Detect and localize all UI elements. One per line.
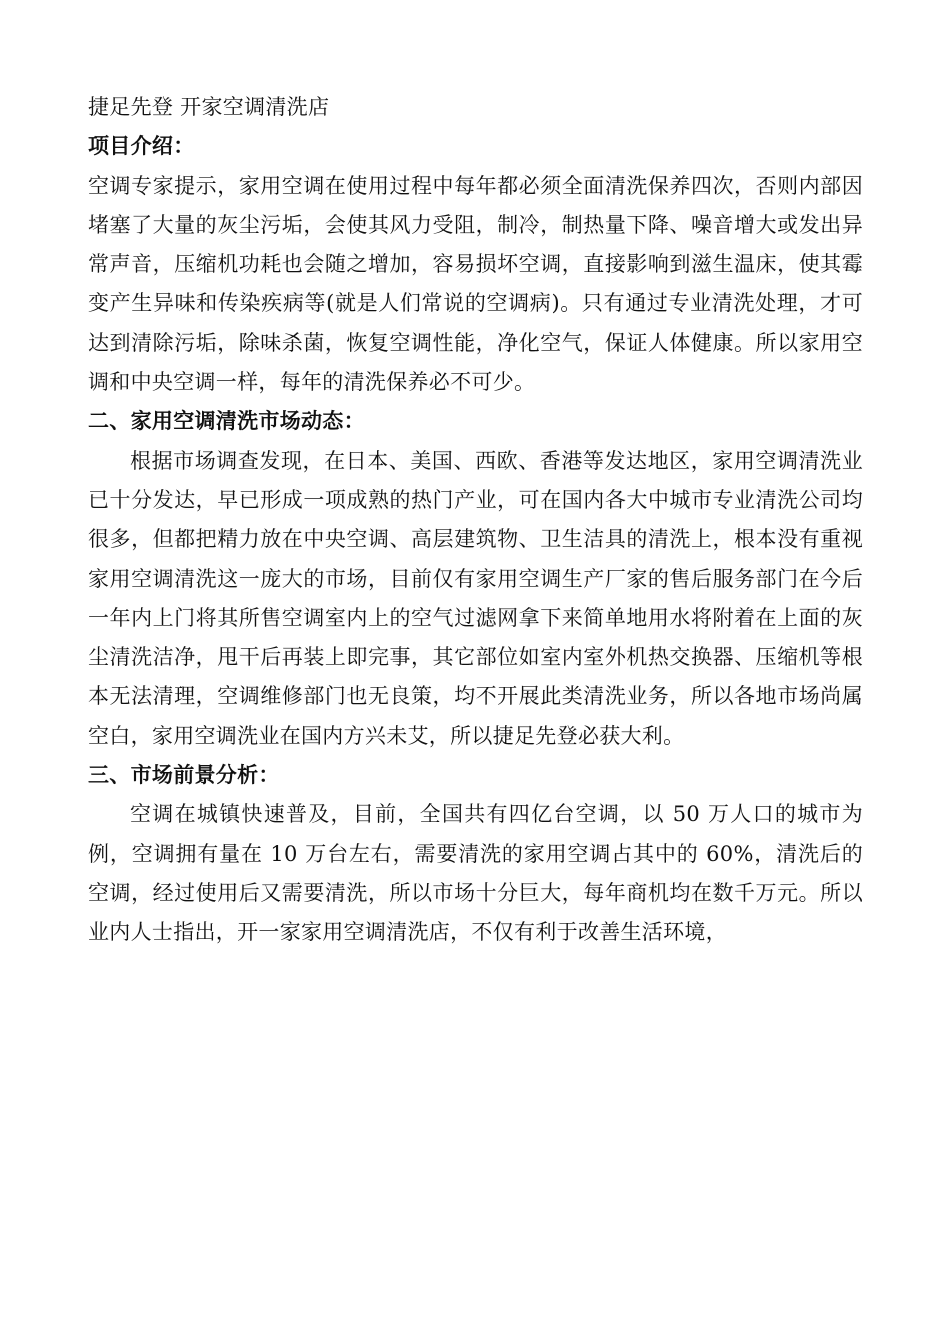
section-paragraph: 空调专家提示，家用空调在使用过程中每年都必须全面清洗保养四次，否则内部因堵塞了大量的灰尘污垢，会使其风力受阻，制冷，制热量下降、噪音增大或发出异常声音，压缩机功耗也会随之增加，容易损坏空调，直接影响到滋生温床，使其霉变产生异味和传染疾病等(就是人们常说的空调病)。只有通过专业清洗处理，才可达到清除污垢，除味杀菌，恢复空调性能，净化空气，保证人体健康。所以家用空调和中央空调一样，每年的清洗保养必不可少。 [88,173,863,395]
section-paragraph: 根据市场调查发现，在日本、美国、西欧、香港等发达地区，家用空调清洗业已十分发达，早已形成一项成熟的热门产业，可在国内各大中城市专业清洗公司均很多，但都把精力放在中央空调、高层建筑物、卫生洁具的清洗上，根本没有重视家用空调清洗这一庞大的市场，目前仅有家用空调生产厂家的售后服务部门在今后一年内上门将其所售空调室内上的空气过滤网拿下来简单地用水将附着在上面的灰尘清洗洁净，甩干后再装上即完事，其它部位如室内室外机热交换器、压缩机等根本无法清理，空调维修部门也无良策，均不开展此类清洗业务，所以各地市场尚属空白，家用空调洗业在国内方兴未艾，所以捷足先登必获大利。 [88,448,863,748]
section-heading: 项目介绍： [88,134,195,159]
section-heading: 二、家用空调清洗市场动态： [88,409,365,434]
section-heading: 三、市场前景分析： [88,763,280,788]
section-market-outlook [88,756,863,952]
section-project-intro [88,127,863,402]
document-body [88,88,863,953]
section-paragraph: 空调在城镇快速普及，目前，全国共有四亿台空调，以 50 万人口的城市为例，空调拥有量在 10 万台左右，需要清洗的家用空调占其中的 60%，清洗后的空调，经过使用后又需要清洗，所以市场十分巨大，每年商机均在数千万元。所以业内人士指出，开一家家用空调清洗店，不仅有利于改善生活环境， [88,802,863,945]
section-market-dynamics [88,402,863,756]
document-title: 捷足先登 开家空调清洗店 [88,95,330,119]
